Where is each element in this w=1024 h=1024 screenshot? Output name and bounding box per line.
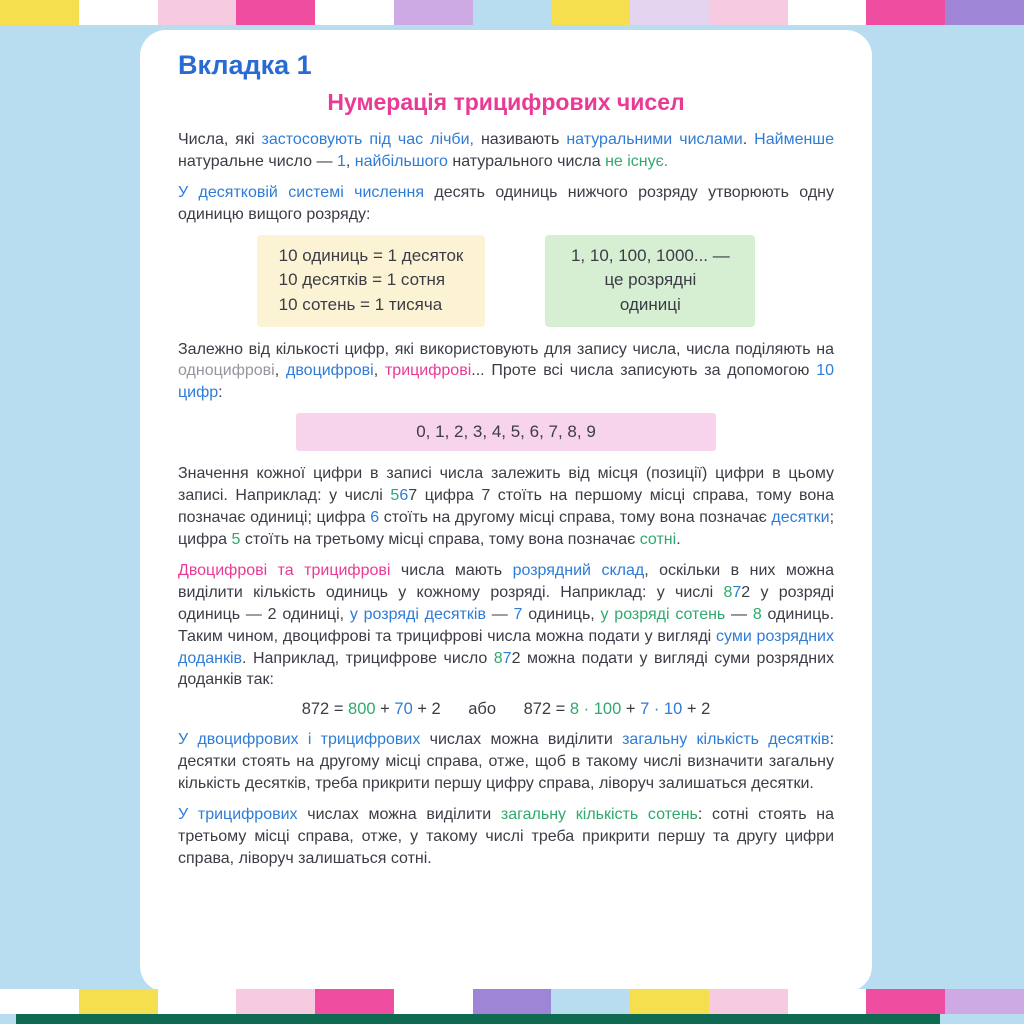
box-line: 1, 10, 100, 1000... — <box>570 245 730 265</box>
decor-stripe <box>945 0 1024 25</box>
decor-stripes-bottom <box>0 989 1024 1014</box>
decor-stripe <box>315 989 394 1014</box>
text-segment: суми розрядних доданків <box>178 627 834 667</box>
place-value-box <box>257 235 486 327</box>
paragraph <box>178 729 834 795</box>
text-segment: , <box>274 362 287 380</box>
paragraph <box>178 129 834 173</box>
text-segment: можна подати у вигляді суми розрядних доданків так: <box>178 649 834 689</box>
text-segment: — <box>725 605 753 623</box>
text-segment: 6 <box>370 509 380 527</box>
text-segment: числах можна виділити <box>297 806 501 824</box>
paragraph <box>178 560 834 691</box>
text-segment: застосовують під час лічби, <box>261 131 474 148</box>
page-title: Нумерація трицифрових чисел <box>327 89 685 115</box>
text-segment: у розряді сотень <box>600 605 726 623</box>
digits-box: 0, 1, 2, 3, 4, 5, 6, 7, 8, 9 <box>296 413 716 451</box>
text-segment: цифра 7 стоїть на першому місці справа, тому вона позначає одиниці; цифра <box>178 487 834 527</box>
text-segment: числа мають <box>390 561 513 579</box>
text-segment: + <box>375 700 395 719</box>
text-segment: : <box>218 384 223 402</box>
decor-stripe <box>79 989 158 1014</box>
text-segment: 10 цифр <box>178 362 835 402</box>
text-segment: Числа, які <box>178 131 262 148</box>
text-segment: , <box>345 152 355 170</box>
decor-stripe <box>709 989 788 1014</box>
info-boxes-row <box>178 235 834 327</box>
text-segment: натуральними числами <box>566 131 743 148</box>
paragraph <box>178 463 834 551</box>
text-segment: + <box>621 700 641 719</box>
text-segment: У десятковій системі числення <box>178 183 424 201</box>
text-segment: 800 <box>348 700 376 719</box>
text-segment: числах можна виділити <box>420 731 623 749</box>
decor-stripe <box>630 989 709 1014</box>
text-segment: Залежно від кількості цифр, які використовують для запису числа, числа поділяють на <box>178 340 834 358</box>
text-segment: 2 <box>741 583 751 601</box>
text-segment: десятки <box>771 509 830 527</box>
text-segment: 1 <box>336 152 346 170</box>
text-segment: одноцифрові <box>178 362 275 380</box>
decor-stripe <box>394 989 473 1014</box>
text-segment: Значення кожної цифри в записі числа залежить від місця (позиції) цифри в цьому записі. Наприклад: у числі <box>178 465 834 505</box>
decor-stripe <box>473 989 552 1014</box>
text-segment: + 2 <box>412 700 441 719</box>
text-segment: 7 <box>732 583 742 601</box>
text-segment: не існує. <box>605 152 669 170</box>
decor-stripe <box>473 0 552 25</box>
text-segment: 5 <box>390 487 400 505</box>
formula-line <box>178 700 834 719</box>
text-segment: : сотні стоять на третьому місці справа, отже, у такому числі треба прикрити першу та другу цифри справа, ліворуч залишаться сотні. <box>178 806 834 867</box>
decor-stripe <box>630 0 709 25</box>
decor-stripe <box>79 0 158 25</box>
text-segment: стоїть на третьому місці справа, тому вона позначає <box>240 530 640 548</box>
text-segment: стоїть на другому місці справа, тому вона позначає <box>379 509 772 527</box>
text-segment: загальну кількість сотень <box>500 806 698 824</box>
text-segment: називають <box>473 131 567 148</box>
decor-stripe <box>945 989 1024 1014</box>
decor-stripe <box>551 989 630 1014</box>
decor-stripe <box>158 989 237 1014</box>
text-segment: У трицифрових <box>178 806 298 824</box>
box-line: 10 одиниць = 1 десяток <box>278 245 464 265</box>
text-segment: одиниць. Таким чином, двоцифрові та трицифрові числа можна подати у вигляді <box>178 605 835 645</box>
text-segment: , оскільки в них можна виділити кількість одиниць у кожному розряді. Наприклад: у числі <box>178 561 835 601</box>
text-segment: ; цифра <box>178 509 835 548</box>
text-segment: + 2 <box>682 700 711 719</box>
decor-stripe <box>0 0 79 25</box>
text-segment: 872 = <box>301 700 349 719</box>
text-segment: 8 <box>723 583 733 601</box>
decor-stripe <box>236 0 315 25</box>
text-segment: загальну кількість десятків <box>622 731 830 749</box>
paragraph <box>178 804 834 870</box>
text-segment: Двоцифрові та трицифрові <box>178 561 391 579</box>
text-segment: найбільшого <box>354 152 448 170</box>
text-segment: у розряді десятків <box>349 605 486 623</box>
tab-label: Вкладка 1 <box>178 50 312 80</box>
text-segment: 872 = <box>523 700 570 719</box>
decor-stripe <box>394 0 473 25</box>
text-segment: натурального числа <box>447 152 606 170</box>
text-segment: . Наприклад, трицифрове число <box>242 649 494 667</box>
paragraph <box>178 182 834 226</box>
decor-stripe <box>788 0 867 25</box>
text-segment: одиниць, <box>522 605 601 623</box>
text-segment: , <box>373 362 385 380</box>
text-segment: 8 <box>493 649 503 667</box>
text-segment: сотні <box>639 530 677 548</box>
text-segment: 5 <box>231 530 241 548</box>
text-segment: : десятки стоять на другому місці справа, отже, щоб в такому числі визначити загальну кількість десятків, треба прикрити першу цифру справа, ліворуч залишаться десятки. <box>178 731 835 793</box>
text-segment: 7 <box>502 649 512 667</box>
text-segment: 2 <box>511 649 521 667</box>
content-card <box>140 30 872 992</box>
decor-stripes-top <box>0 0 1024 25</box>
box-line: 10 сотень = 1 тисяча <box>278 294 443 314</box>
text-segment: 6 <box>399 487 409 505</box>
text-segment: 8 · 100 <box>569 700 622 719</box>
text-segment: — <box>485 605 514 623</box>
text-segment: натуральне число — <box>178 152 337 170</box>
text-segment: трицифрові <box>384 362 472 380</box>
content-body <box>178 129 834 870</box>
text-segment: розрядний склад <box>512 561 645 579</box>
text-segment: десять одиниць нижчого розряду утворюють одну одиницю вищого розряду: <box>178 183 835 223</box>
text-segment: 7 · 10 <box>640 700 683 719</box>
decor-stripe <box>788 989 867 1014</box>
decor-stripe <box>158 0 237 25</box>
decor-stripe <box>551 0 630 25</box>
text-segment: . <box>742 131 755 148</box>
decor-stripe <box>709 0 788 25</box>
decor-stripe <box>866 0 945 25</box>
decor-stripe <box>866 989 945 1014</box>
text-segment: 8 <box>752 605 762 623</box>
bottom-bar <box>16 1014 940 1024</box>
text-segment: або <box>440 700 524 719</box>
decor-stripe <box>236 989 315 1014</box>
text-segment: 7 <box>408 487 418 505</box>
text-segment: двоцифрові <box>286 362 374 380</box>
text-segment: 7 <box>513 605 523 623</box>
decor-stripe <box>0 989 79 1014</box>
text-segment: 70 <box>394 700 413 719</box>
text-segment: у розряді одиниць — 2 одиниці, <box>178 583 834 623</box>
decor-stripe <box>315 0 394 25</box>
paragraph <box>178 339 834 405</box>
box-line: одиниці <box>619 294 681 314</box>
box-line: це розрядні <box>604 270 697 290</box>
text-segment: У двоцифрових і трицифрових <box>178 731 421 749</box>
text-segment: ... Проте всі числа записують за допомогою <box>471 362 817 380</box>
text-segment: . <box>676 530 681 548</box>
box-line: 10 десятків = 1 сотня <box>278 270 446 290</box>
digit-units-box <box>545 235 755 327</box>
text-segment: Найменше <box>754 131 835 148</box>
